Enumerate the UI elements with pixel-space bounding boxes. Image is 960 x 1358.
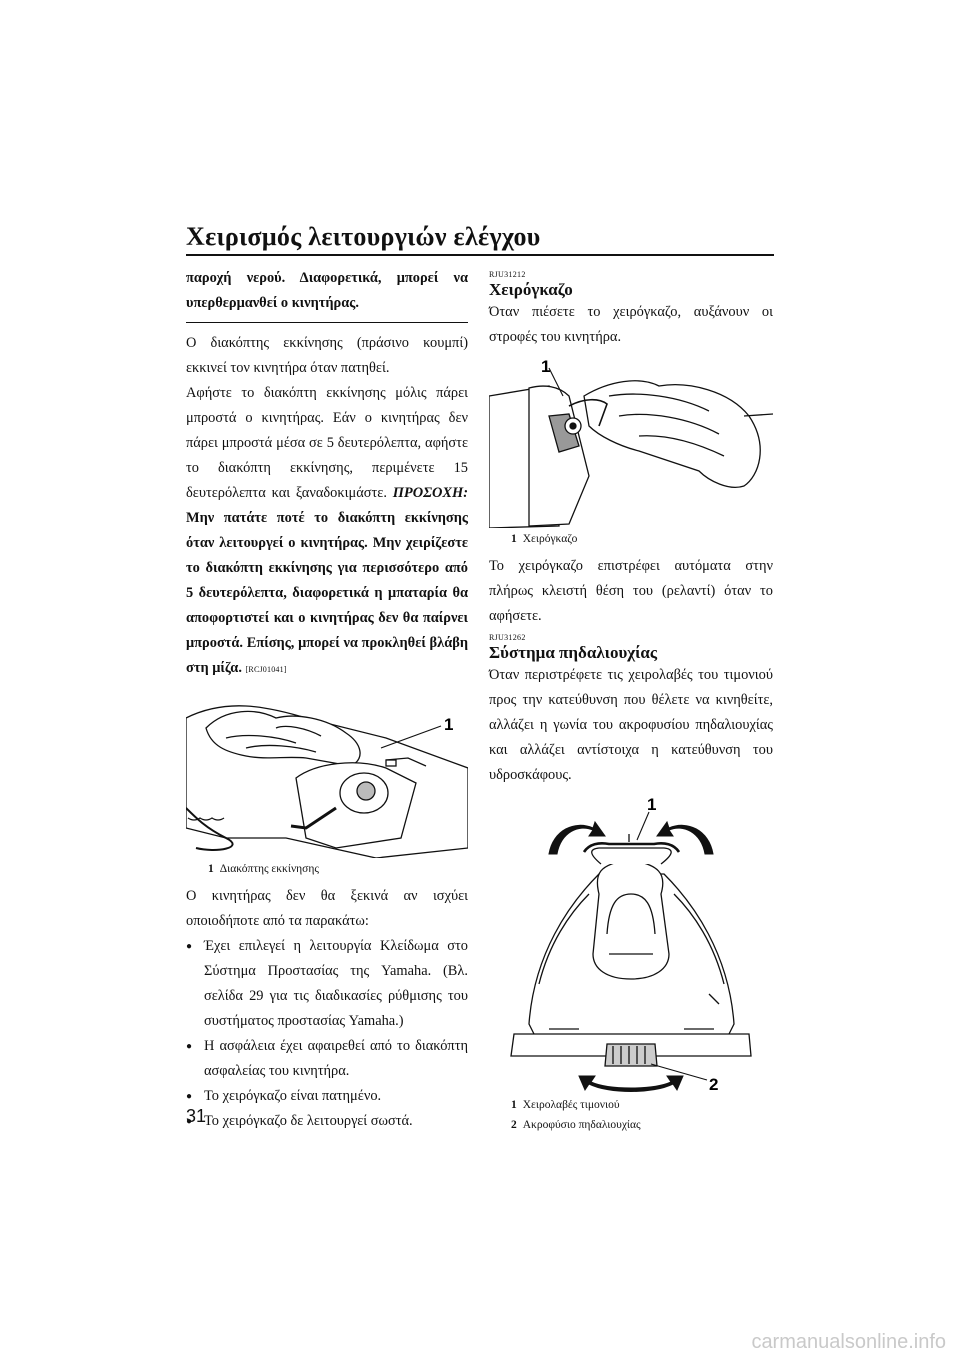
watermark: carmanualsonline.info	[751, 1331, 946, 1353]
figure-caption	[511, 1116, 773, 1134]
caption-number: 2	[511, 1119, 517, 1131]
figure-throttle	[489, 356, 773, 548]
section-code: RJU31212	[489, 270, 526, 279]
throttle-illustration	[489, 356, 773, 528]
notice-label: ΠΡΟΣΟΧΗ:	[392, 485, 468, 501]
start-switch-instructions	[186, 381, 468, 682]
figure-start-switch	[186, 688, 468, 878]
page-title: Χειρισμός λειτουργιών ελέγχου	[186, 222, 541, 251]
throttle-para: Όταν πιέσετε το χειρόγκαζο, αυξάνουν οι στροφές του κινητήρα.	[489, 304, 773, 345]
callout-2: 2	[709, 1075, 719, 1094]
caption-text: Ακροφύσιο πηδαλιουχίας	[522, 1119, 641, 1131]
no-start-conditions-intro: Ο κινητήρας δεν θα ξεκινά αν ισχύει οποιοδήποτε από τα παρακάτω:	[186, 888, 468, 929]
section-code: RJU31262	[489, 633, 526, 642]
figure-caption	[511, 530, 773, 548]
caption-number: 1	[511, 1099, 517, 1111]
page-number: 31	[186, 1106, 207, 1126]
throttle-return-para: Το χειρόγκαζο επιστρέφει αυτόματα στην πλήρως κλειστή θέση του (ρελαντί) όταν το αφήσετε.	[489, 558, 773, 624]
instructions-text: Αφήστε το διακόπτη εκκίνησης μόλις πάρει μπροστά ο κινητήρας. Εάν ο κινητήρας δεν πάρει μπροστά μέσα σε 5 δευτερόλεπτα, αφήστε το διακόπτη εκκίνησης, περιμένετε 15 δευτερόλεπτα και ξαναδοκιμάστε.	[186, 385, 468, 501]
start-switch-para: Ο διακόπτης εκκίνησης (πράσινο κουμπί) εκκινεί τον κινητήρα όταν πατηθεί.	[186, 335, 468, 376]
list-item: ● Έχει επιλεγεί η λειτουργία Κλείδωμα στο Σύστημα Προστασίας της Yamaha. (Βλ. σελίδα 29 για τις διαδικασίες ρύθμισης του συστήματος προστασίας Yamaha.)	[186, 934, 468, 1034]
figure-caption	[511, 1096, 773, 1114]
caption-text: Διακόπτης εκκίνησης	[219, 863, 319, 875]
warning-tail: παροχή νερού. Διαφορετικά, μπορεί να υπερθερμανθεί ο κινητήρας.	[186, 270, 468, 311]
steering-illustration	[489, 794, 773, 1094]
header-rule	[186, 254, 774, 256]
caption-text: Χειρολαβές τιμονιού	[522, 1099, 620, 1111]
section-title-steering: Σύστημα πηδαλιουχίας	[489, 643, 658, 662]
steering-para: Όταν περιστρέφετε τις χειρολαβές του τιμονιού προς την κατεύθυνση που θέλετε να κινηθείτε, αλλάζει η γωνία του ακροφυσίου πηδαλιουχίας και αλλάζει αντίστοιχα η κατεύθυνση του υδροσκάφους.	[489, 667, 773, 783]
warning-rule	[186, 322, 468, 323]
caption-number: 1	[511, 533, 517, 545]
figure-steering	[489, 794, 773, 1134]
list-item: ● Η ασφάλεια έχει αφαιρεθεί από το διακόπτη ασφαλείας του κινητήρα.	[186, 1034, 468, 1084]
left-column	[186, 266, 468, 1134]
section-title-throttle: Χειρόγκαζο	[489, 280, 573, 299]
no-start-conditions-list	[186, 934, 468, 1134]
caption-number: 1	[208, 863, 214, 875]
notice-text: Μην πατάτε ποτέ το διακόπτη εκκίνησης όταν λειτουργεί ο κινητήρας. Μην χειρίζεστε το διακόπτη εκκίνησης για περισσότερο από 5 δευτερόλεπτα, διαφορετικά η μπαταρία θα αποφορτιστεί και ο κινητήρας δεν θα παίρνει μπροστά. Επίσης, μπορεί να προκληθεί βλάβη στη μίζα.	[186, 510, 468, 676]
right-column	[489, 266, 773, 1134]
list-item: ● Το χειρόγκαζο δε λειτουργεί σωστά.	[186, 1109, 468, 1134]
callout-1: 1	[541, 357, 551, 376]
start-switch-illustration	[186, 688, 468, 858]
caption-text: Χειρόγκαζο	[522, 533, 578, 545]
callout-1: 1	[647, 795, 657, 814]
notice-code: [RCJ01041]	[245, 665, 287, 674]
callout-1: 1	[444, 715, 454, 734]
figure-caption	[208, 860, 468, 878]
list-item: ● Το χειρόγκαζο είναι πατημένο.	[186, 1084, 468, 1109]
